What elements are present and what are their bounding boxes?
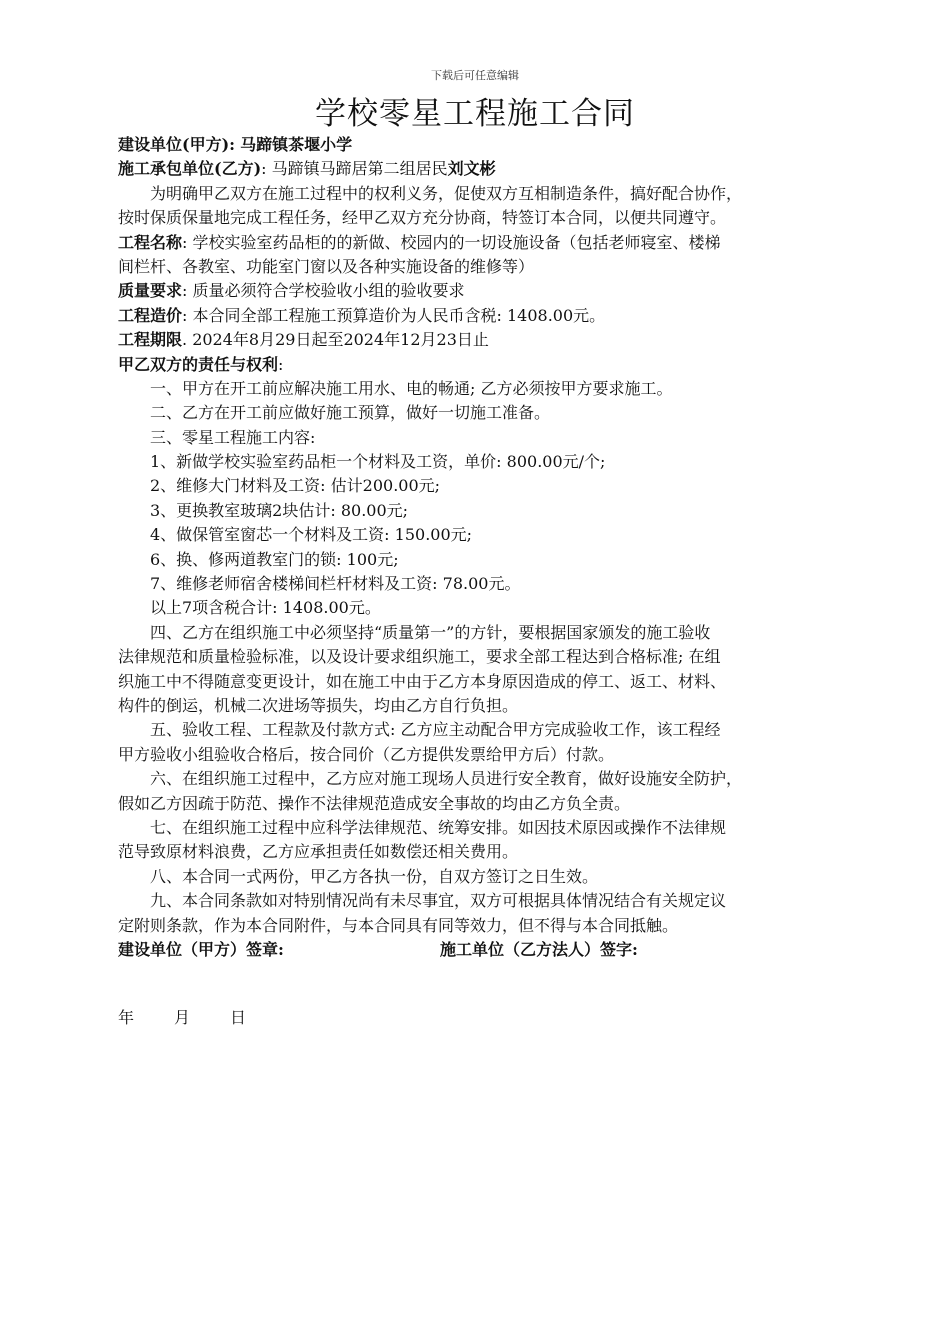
party-b-value-prefix: 马蹄镇马蹄居第二组居民 [271,159,448,179]
work-item: 2、维修大门材料及工资: 估计200.00元; [150,476,441,496]
quality-value: : 质量必须符合学校验收小组的验收要求 [182,281,465,301]
clause-5-line-1: 五、验收工程、工程款及付款方式: 乙方应主动配合甲方完成验收工作，该工程经 [150,720,721,740]
project-name-line-1 [118,231,863,255]
period-value: . 2024年8月29日起至2024年12月23日止 [182,330,489,350]
rights-heading [118,353,863,377]
project-name-line-2: 间栏杆、各教室、功能室门窗以及各种实施设备的维修等） [118,256,535,276]
cost-line [118,304,863,328]
project-name-value: : 学校实验室药品柜的的新做、校园内的一切设施设备（包括老师寝室、楼梯 [182,232,721,252]
clause-4-line-2: 法律规范和质量检验标准，以及设计要求组织施工，要求全部工程达到合格标准; 在组 [118,647,721,667]
clause-6-line-2: 假如乙方因疏于防范、操作不法律规范造成安全事故的均由乙方负全责。 [118,793,631,813]
contract-body [118,133,863,962]
party-a-line [118,133,863,157]
clause-4-line-3: 织施工中不得随意变更设计，如在施工中由于乙方本身原因造成的停工、返工、材料、 [118,671,727,691]
party-a-signature-label: 建设单位（甲方）签章: [118,939,284,959]
clause-6-line-1: 六、在组织施工过程中，乙方应对施工现场人员进行安全教育，做好设施安全防护， [150,769,743,789]
rights-heading-suffix: : [278,354,284,374]
rights-heading-label: 甲乙双方的责任与权利 [118,354,279,374]
clause-8: 八、本合同一式两份，甲乙方各执一份，自双方签订之日生效。 [150,866,599,886]
party-a-label: 建设单位(甲方): [118,135,236,154]
header-note: 下载后可任意编辑 [431,69,519,82]
work-item: 4、做保管室窗芯一个材料及工资: 150.00元; [150,525,473,545]
date-line [118,1005,286,1028]
period-line [118,328,863,352]
project-name-label: 工程名称 [118,232,183,252]
period-label: 工程期限 [118,330,183,350]
clause-9-line-1: 九、本合同条款如对特别情况尚有未尽事宜，双方可根据具体情况结合有关规定议 [150,891,727,911]
work-item: 1、新做学校实验室药品柜一个材料及工资，单价: 800.00元/个; [150,452,606,472]
work-items-total: 以上7项含税合计: 1408.00元。 [150,598,381,618]
signature-line [118,938,863,962]
quality-line [118,279,863,303]
preamble-line-2: 按时保质保量地完成工程任务，经甲乙双方充分协商，特签订本合同，以便共同遵守。 [118,208,727,228]
clause-3: 三、零星工程施工内容: [150,427,316,447]
clause-2: 二、乙方在开工前应做好施工预算，做好一切施工准备。 [150,403,551,423]
party-b-label: 施工承包单位(乙方) [118,159,262,179]
clause-4-line-4: 构件的倒运，机械二次进场等损失，均由乙方自行负担。 [118,695,519,715]
clause-7-line-2: 范导致原材料浪费，乙方应承担责任如数偿还相关费用。 [118,842,519,862]
clause-7-line-1: 七、在组织施工过程中应科学法律规范、统筹安排。如因技术原因或操作不法律规 [150,817,727,837]
work-item: 3、更换教室玻璃2块估计: 80.00元; [150,500,409,520]
preamble-line-1: 为明确甲乙双方在施工过程中的权利义务，促使双方互相制造条件，搞好配合协作， [150,183,743,203]
date-month: 月 [174,1008,191,1027]
clause-4-line-1: 四、乙方在组织施工中必须坚持“质量第一”的方针，要根据国家颁发的施工验收 [150,622,711,642]
quality-label: 质量要求 [118,281,183,301]
cost-value: : 本合同全部工程施工预算造价为人民币含税: 1408.00元。 [182,305,606,325]
party-b-name: 刘文彬 [447,159,496,179]
party-b-signature-label: 施工单位（乙方法人）签字: [440,939,638,959]
clause-9-line-2: 定附则条款，作为本合同附件，与本合同具有同等效力，但不得与本合同抵触。 [118,915,679,935]
date-year: 年 [118,1008,135,1027]
work-item: 6、换、修两道教室门的锁: 100元; [150,549,399,569]
party-b-colon: : [261,159,272,179]
document-title: 学校零星工程施工合同 [315,96,635,132]
date-day: 日 [230,1008,247,1027]
party-b-line [118,157,863,181]
work-item: 7、维修老师宿舍楼梯间栏杆材料及工资: 78.00元。 [150,574,521,594]
party-a-value: 马蹄镇茶堰小学 [240,135,353,154]
cost-label: 工程造价 [118,305,183,325]
clause-5-line-2: 甲方验收小组验收合格后，按合同价（乙方提供发票给甲方后）付款。 [118,744,615,764]
clause-1: 一、甲方在开工前应解决施工用水、电的畅通; 乙方必须按甲方要求施工。 [150,378,673,398]
